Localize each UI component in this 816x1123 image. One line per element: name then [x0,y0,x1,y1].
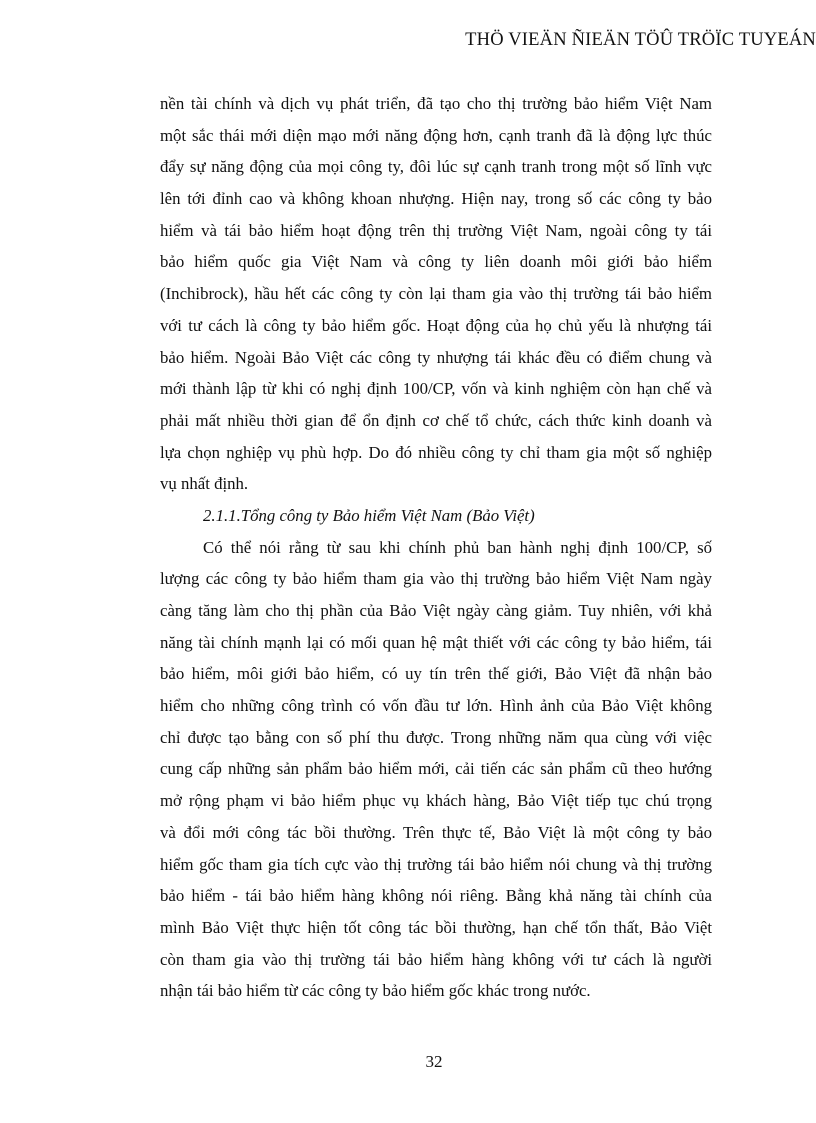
paragraph-intro [160,88,712,500]
text-line: lựa chọn nghiệp vụ phù hợp. Do đó nhiều công ty chỉ tham gia một số nghiệp [160,442,712,462]
text-line: mình Bảo Việt thực hiện tốt công tác bồi thường, hạn chế tổn thất, Bảo Việt [160,917,712,937]
text-line: càng tăng làm cho thị phần của Bảo Việt ngày càng giảm. Tuy nhiên, với khả [160,601,712,620]
text-line: Có thể nói rằng từ sau khi chính phủ ban hành nghị định 100/CP, số [203,537,712,557]
text-line: và đổi mới công tác bồi thường. Trên thực tế, Bảo Việt là một công ty bảo [160,822,712,842]
text-line: còn tham gia vào thị trường tái bảo hiểm hàng không với tư cách là người [160,949,712,969]
text-line: một sắc thái mới diện mạo mới năng động hơn, cạnh tranh đã là động lực thúc [160,125,712,145]
text-line: mở rộng phạm vi bảo hiểm phục vụ khách hàng, Bảo Việt tiếp tục chú trọng [160,791,712,811]
text-line: cung cấp những sản phẩm bảo hiểm mới, cải tiến các sản phẩm cũ theo hướng [160,759,712,779]
text-line: bảo hiểm - tái bảo hiểm hàng không nói riêng. Bằng khả năng tài chính của [160,886,712,906]
text-line: nền tài chính và dịch vụ phát triển, đã tạo cho thị trường bảo hiểm Việt Nam [160,94,712,113]
text-line: bảo hiểm. Ngoài Bảo Việt các công ty nhượng tái khác đều có điểm chung và [160,347,712,367]
body-text [160,88,712,1007]
text-line: đẩy sự năng động của mọi công ty, đôi lúc sự cạnh tranh trong một số lĩnh vực [160,157,712,177]
text-line: mới thành lập từ khi có nghị định 100/CP, vốn và kinh nghiệm còn hạn chế và [160,379,712,399]
text-line: năng tài chính mạnh lại có mối quan hệ mật thiết với các công ty bảo hiểm, tái [160,632,712,652]
text-line: hiểm và tái bảo hiểm hoạt động trên thị trường Việt Nam, ngoài công ty tái [160,220,712,240]
text-line: với tư cách là công ty bảo hiểm gốc. Hoạt động của họ chủ yếu là nhượng tái [160,315,712,335]
text-line: hiểm cho những công trình có vốn đầu tư lớn. Hình ảnh của Bảo Việt không [160,696,712,716]
page-number: 32 [425,1052,443,1071]
text-line: chỉ được tạo bằng con số phí thu được. Trong những năm qua cùng với việc [160,727,712,747]
text-line: (Inchibrock), hầu hết các công ty còn lại tham gia vào thị trường tái bảo hiểm [160,284,712,304]
text-line: hiểm gốc tham gia tích cực vào thị trường tái bảo hiểm nói chung và thị trường [160,854,712,874]
text-line: lên tới đỉnh cao và không khoan nhượng. Hiện nay, trong số các công ty bảo [160,189,712,209]
text-line: vụ nhất định. [160,474,249,494]
text-line: bảo hiểm quốc gia Việt Nam và công ty liên doanh môi giới bảo hiểm [160,252,712,272]
running-header: THÖ VIEÄN ÑIEÄN TÖÛ TRÖÏC TUYEÁN [465,30,816,50]
text-line: bảo hiểm, môi giới bảo hiểm, có uy tín trên thế giới, Bảo Việt đã nhận bảo [160,664,712,684]
text-line: nhận tái bảo hiểm từ các công ty bảo hiểm gốc khác trong nước. [160,981,591,1001]
text-line: lượng các công ty bảo hiểm tham gia vào thị trường bảo hiểm Việt Nam ngày [160,569,712,589]
section-heading: 2.1.1.Tổng công ty Bảo hiểm Việt Nam (Bảo Việt) [203,505,535,525]
text-line: phải mất nhiều thời gian để ổn định cơ chế tổ chức, cách thức kinh doanh và [160,410,712,430]
paragraph-bao-viet [160,532,712,1007]
